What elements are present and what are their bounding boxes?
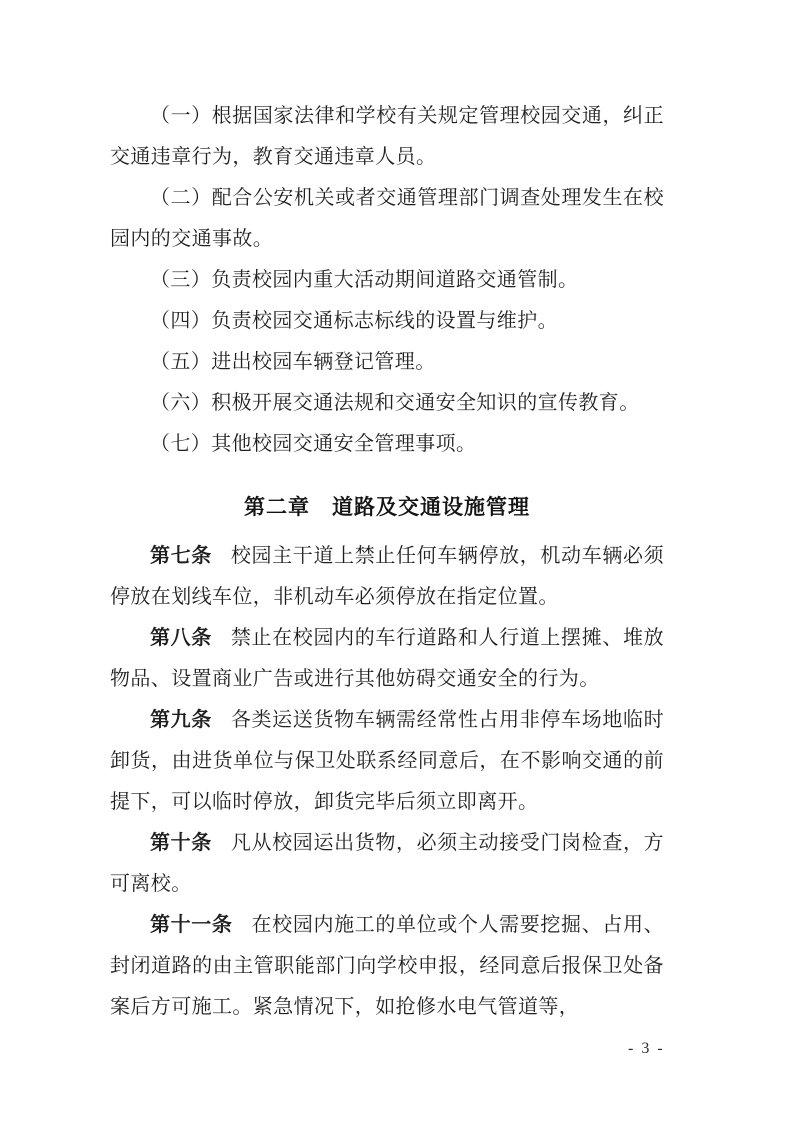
page-number: - 3 - (628, 1040, 665, 1057)
document-body (110, 96, 664, 1028)
article-8-number: 第八条 (150, 627, 212, 649)
list-item-4: （四）负责校园交通标志标线的设置与维护。 (150, 310, 558, 332)
article-9-number: 第九条 (150, 709, 212, 731)
article-10-text: 凡从校园运出货物，必须主动接受门岗检查，方可离校。 (110, 832, 664, 895)
list-item-2: （二）配合公安机关或者交通管理部门调查处理发生在校园内的交通事故。 (110, 187, 664, 250)
article-10-number: 第十条 (150, 832, 212, 854)
article-9-text: 各类运送货物车辆需经常性占用非停车场地临时卸货，由进货单位与保卫处联系经同意后，在不影响交通的前提下，可以临时停放，卸货完毕后须立即离开。 (110, 709, 664, 813)
article-7-number: 第七条 (150, 545, 212, 567)
article-7-text: 校园主干道上禁止任何车辆停放，机动车辆必须停放在划线车位，非机动车必须停放在指定位置。 (110, 545, 664, 608)
article-11-number: 第十一条 (150, 914, 233, 936)
list-item-5: （五）进出校园车辆登记管理。 (150, 351, 436, 373)
list-item-6: （六）积极开展交通法规和交通安全知识的宣传教育。 (150, 392, 640, 414)
article-paragraph-8 (110, 618, 664, 700)
chapter-heading: 第二章 道路及交通设施管理 (244, 496, 530, 519)
article-8-text: 禁止在校园内的车行道路和人行道上摆摊、堆放物品、设置商业广告或进行其他妨碍交通安全的行为。 (110, 627, 664, 690)
list-item-3: （三）负责校园内重大活动期间道路交通管制。 (150, 269, 579, 291)
article-paragraph-10 (110, 823, 664, 905)
article-paragraph-7 (110, 536, 664, 618)
list-item-7: （七）其他校园交通安全管理事项。 (150, 433, 477, 455)
list-item-1: （一）根据国家法律和学校有关规定管理校园交通，纠正交通违章行为，教育交通违章人员。 (110, 105, 664, 168)
article-paragraph-9 (110, 700, 664, 823)
article-11-text: 在校园内施工的单位或个人需要挖掘、占用、封闭道路的由主管职能部门向学校申报，经同意后报保卫处备案后方可施工。紧急情况下，如抢修水电气管道等， (110, 914, 664, 1018)
article-paragraph-11 (110, 905, 664, 1028)
